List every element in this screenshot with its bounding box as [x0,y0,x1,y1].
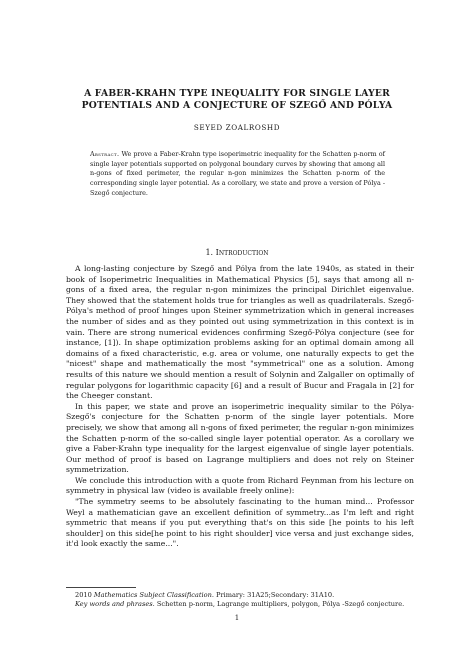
footnote-msc-label: Mathematics Subject Classification. [93,591,214,599]
footnote-keywords [66,600,414,609]
footnotes [66,591,414,610]
paragraph-1: A long-lasting conjecture by Szegő and Pólya from the late 1940s, as stated in their book of Isoperimetric Inequalities in Mathematical Physics [5], says that among all n-gons of a fixed area, the regular n-gon minimizes the principal Dirichlet eigenvalue. They showed that the statement holds true for triangles as well as quadrilaterals. Szegő- Pólya's method of proof hinges upon Steiner symmetrization which in general increases the number of sides and as they pointed out using symmetrization in this context is in vain. There are strong numerical evidences confirming Szegő-Pólya conjecture (see for instance, [1]). In shape optimization problems asking for an optimal domain among all domains of a fixed characteristic, e.g. area or volume, one naturally expects to get the "nicest" shape and mathematically the most "symmetrical" one as a solution. Among results of this nature we should mention a result of Solynin and Zalgaller on optimally of regular polygons for logarithmic capacity [6] and a result of Bucur and Fragala in [2] for the Cheeger constant. [66,264,414,401]
footnote-keywords-text: Schetten p-norm, Lagrange multipliers, polygon, Pólya -Szegő conjecture. [156,600,405,609]
footnote-keywords-label: Key words and phrases. [75,600,155,609]
body-text [66,264,414,550]
feynman-quote: "The symmetry seems to be absolutely fascinating to the human mind... Professor Weyl a mathematician gave an excellent definition of symmetry...as I'm left and right symmetric that means if you put everything that's on this side [he points to his left shoulder] on this side[he point to his right shoulder] vice versa and just exchange sides, it'd look exactly the same...". [66,497,414,549]
title-line-1: A FABER-KRAHN TYPE INEQUALITY FOR SINGLE LAYER [84,88,390,99]
paragraph-2: In this paper, we state and prove an isoperimetric inequality similar to the Pólya-Szegő's conjecture for the Schatten p-norm of the single layer potentials. More precisely, we show that among all n-gons of fixed perimeter, the regular n-gon minimizes the Schatten p-norm of the so-called single layer potential operator. As a corollary we give a Faber-Krahn type inequality for the largest eigenvalue of single layer potentials. Our method of proof is based on Lagrange multipliers and does not rely on Steiner symmetrization. [66,401,414,475]
section-title: Introduction [215,248,269,257]
footnote-msc [66,591,414,600]
paragraph-3: We conclude this introduction with a quote from Richard Feynman from his lecture on symmetry in physical law (video is available freely online): [66,475,414,496]
section-number: 1. [205,248,214,257]
footnote-rule [66,587,136,588]
abstract [90,150,385,199]
paper-title [58,88,416,112]
title-line-2: POTENTIALS AND A CONJECTURE OF SZEGŐ AND PÓLYA [81,100,393,111]
abstract-label: Abstract. [90,150,120,158]
page-number: 1 [234,614,240,622]
footnote-msc-text: Primary: 31A25;Secondary: 31A10. [216,591,335,599]
footnote-msc-year: 2010 [75,591,92,599]
section-heading [58,248,416,257]
abstract-text: We prove a Faber-Krahn type isoperimetric inequality for the Schatten p-norm of single layer potentials supported on polygonal boundary curves by showing that among all n-gons of fixed perimeter, the regular n-gon minimizes the Schatten p-norm of the corresponding single layer potential. As a corollary, we state and prove a version of Pólya - Szegő conjecture. [90,150,385,197]
author-name: SEYED ZOALROSHD [193,123,281,132]
